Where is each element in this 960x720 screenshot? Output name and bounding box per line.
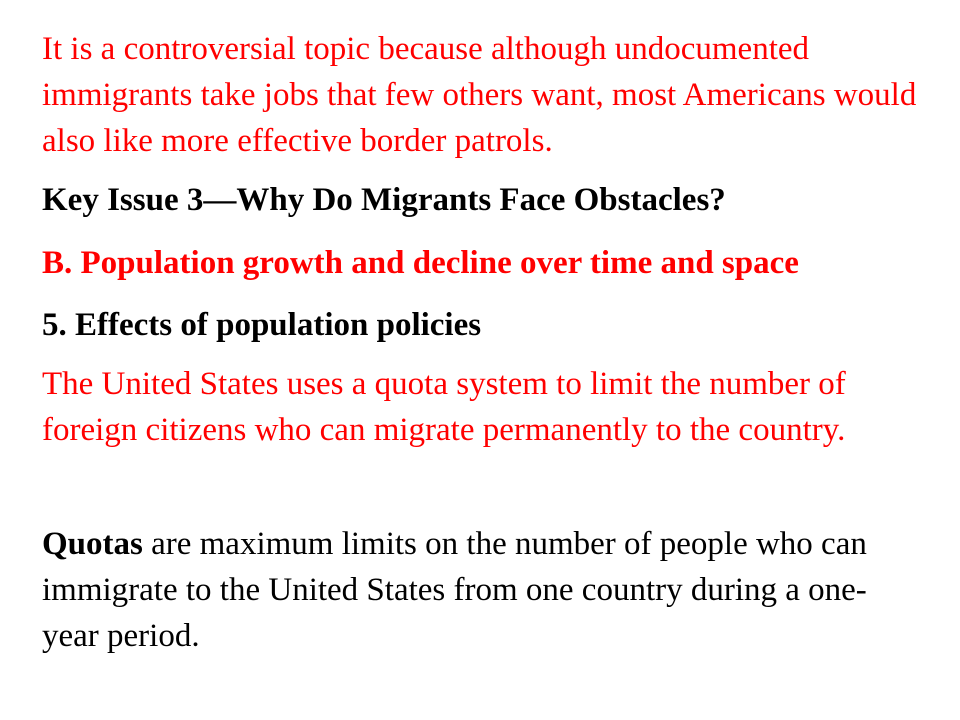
subsection-heading: 5. Effects of population policies bbox=[42, 307, 482, 343]
intro-paragraph: It is a controversial topic because although undocumented immigrants take jobs that few others want, most Americans would also like more effective border patrols. bbox=[42, 31, 917, 159]
definition-text: are maximum limits on the number of people who can immigrate to the United States from one country during a one-year period. bbox=[42, 526, 867, 654]
quota-definition-paragraph bbox=[42, 521, 922, 659]
section-heading: B. Population growth and decline over time and space bbox=[42, 245, 799, 281]
key-issue-heading: Key Issue 3—Why Do Migrants Face Obstacles? bbox=[42, 182, 726, 218]
definition-term: Quotas bbox=[42, 526, 143, 562]
quota-system-paragraph: The United States uses a quota system to limit the number of foreign citizens who can migrate permanently to the country. bbox=[42, 366, 846, 448]
